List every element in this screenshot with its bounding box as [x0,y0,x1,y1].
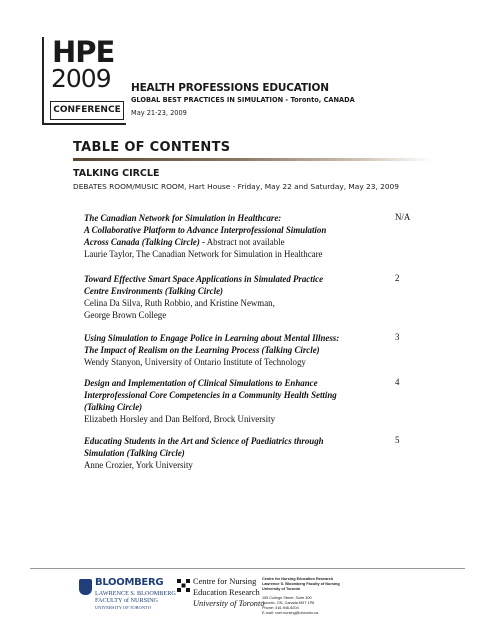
cner-logo-icon [177,579,190,592]
entry-title-line: The Impact of Realism on the Learning Process (Talking Circle) [84,345,320,355]
logo-year-text: 2009 [51,64,111,93]
entry-title-line: Simulation (Talking Circle) [84,448,185,458]
address-line: University of Toronto [262,587,301,591]
section-title: TALKING CIRCLE [73,168,160,179]
title-rule [73,158,433,161]
address-line: 155 College Street, Suite 300 [262,596,312,600]
entry-note: Abstract not available [206,237,285,247]
entry-page-number: 2 [395,273,400,283]
logo-conference-badge: CONFERENCE [50,101,124,120]
toc-title: TABLE OF CONTENTS [73,140,231,155]
entry-authors: Celina Da Silva, Ruth Robbio, and Kristine Newman, [84,298,275,308]
entry-title-line: Toward Effective Smart Space Applications in Simulated Practice [84,274,324,284]
bloomberg-faculty-line: LAWRENCE S. BLOOMBERG [95,590,176,597]
section-location: DEBATES ROOM/MUSIC ROOM, Hart House - Friday, May 22 and Saturday, May 23, 2009 [73,182,399,191]
entry-title-line: (Talking Circle) [84,402,143,412]
bloomberg-university: UNIVERSITY OF TORONTO [95,605,152,610]
entry-authors: Laurie Taylor, The Canadian Network for Simulation in Healthcare [84,249,323,259]
cner-name-line: Centre for Nursing [193,577,257,586]
entry-authors: Elizabeth Horsley and Dan Belford, Brock University [84,414,276,424]
entry-page-number: 3 [395,332,400,342]
entry-title-line: Educating Students in the Art and Science of Paediatrics through [84,436,324,446]
toc-entry [84,212,384,260]
toc-entry [84,435,384,471]
entry-authors: Wendy Stanyon, University of Ontario Institute of Technology [84,357,306,367]
email-link[interactable]: E-mail: cner.nursing@utoronto.ca [262,611,319,615]
address-line: Centre for Nursing Education Research [262,577,334,581]
crest-icon [79,579,92,595]
entry-title-line: Design and Implementation of Clinical Simulations to Enhance [84,378,318,388]
cner-university: University of Toronto [193,599,265,608]
hpe-2009-logo [42,37,126,125]
bloomberg-logo-name: BLOOMBERG [95,577,164,588]
entry-authors: Anne Crozier, York University [84,460,193,470]
entry-title-line: Interprofessional Core Competencies in a Community Health Setting [84,390,337,400]
entry-page-number: 5 [395,435,400,445]
address-line: Phone: 416-946-8204 [262,606,299,610]
logo-hpe-text: HPE [52,35,115,69]
toc-entry [84,273,384,321]
entry-page-number: N/A [395,212,411,222]
toc-entry [84,377,384,425]
entry-authors: George Brown College [84,310,167,320]
conference-title: HEALTH PROFESSIONS EDUCATION [131,82,329,94]
entry-page-number: 4 [395,377,400,387]
entry-title-line: A Collaborative Platform to Advance Interprofessional Simulation [84,225,327,235]
conference-date: May 21-23, 2009 [131,109,187,117]
footer-rule [30,568,465,569]
entry-title-line: Using Simulation to Engage Police in Learning about Mental Illness: [84,333,340,343]
toc-entry [84,332,384,368]
cner-name-line: Education Research [193,588,260,597]
conference-subtitle: GLOBAL BEST PRACTICES IN SIMULATION - Toronto, CANADA [131,96,355,104]
bloomberg-faculty-line: FACULTY of NURSING [95,597,159,604]
entry-title-line: Across Canada (Talking Circle) - [84,237,205,247]
entry-title-line: Centre Environments (Talking Circle) [84,286,223,296]
address-line: Toronto, ON, Canada M5T 1P8 [262,601,315,605]
entry-title-line: The Canadian Network for Simulation in Healthcare: [84,213,282,223]
address-line: Lawrence S. Bloomberg Faculty of Nursing [262,582,340,586]
